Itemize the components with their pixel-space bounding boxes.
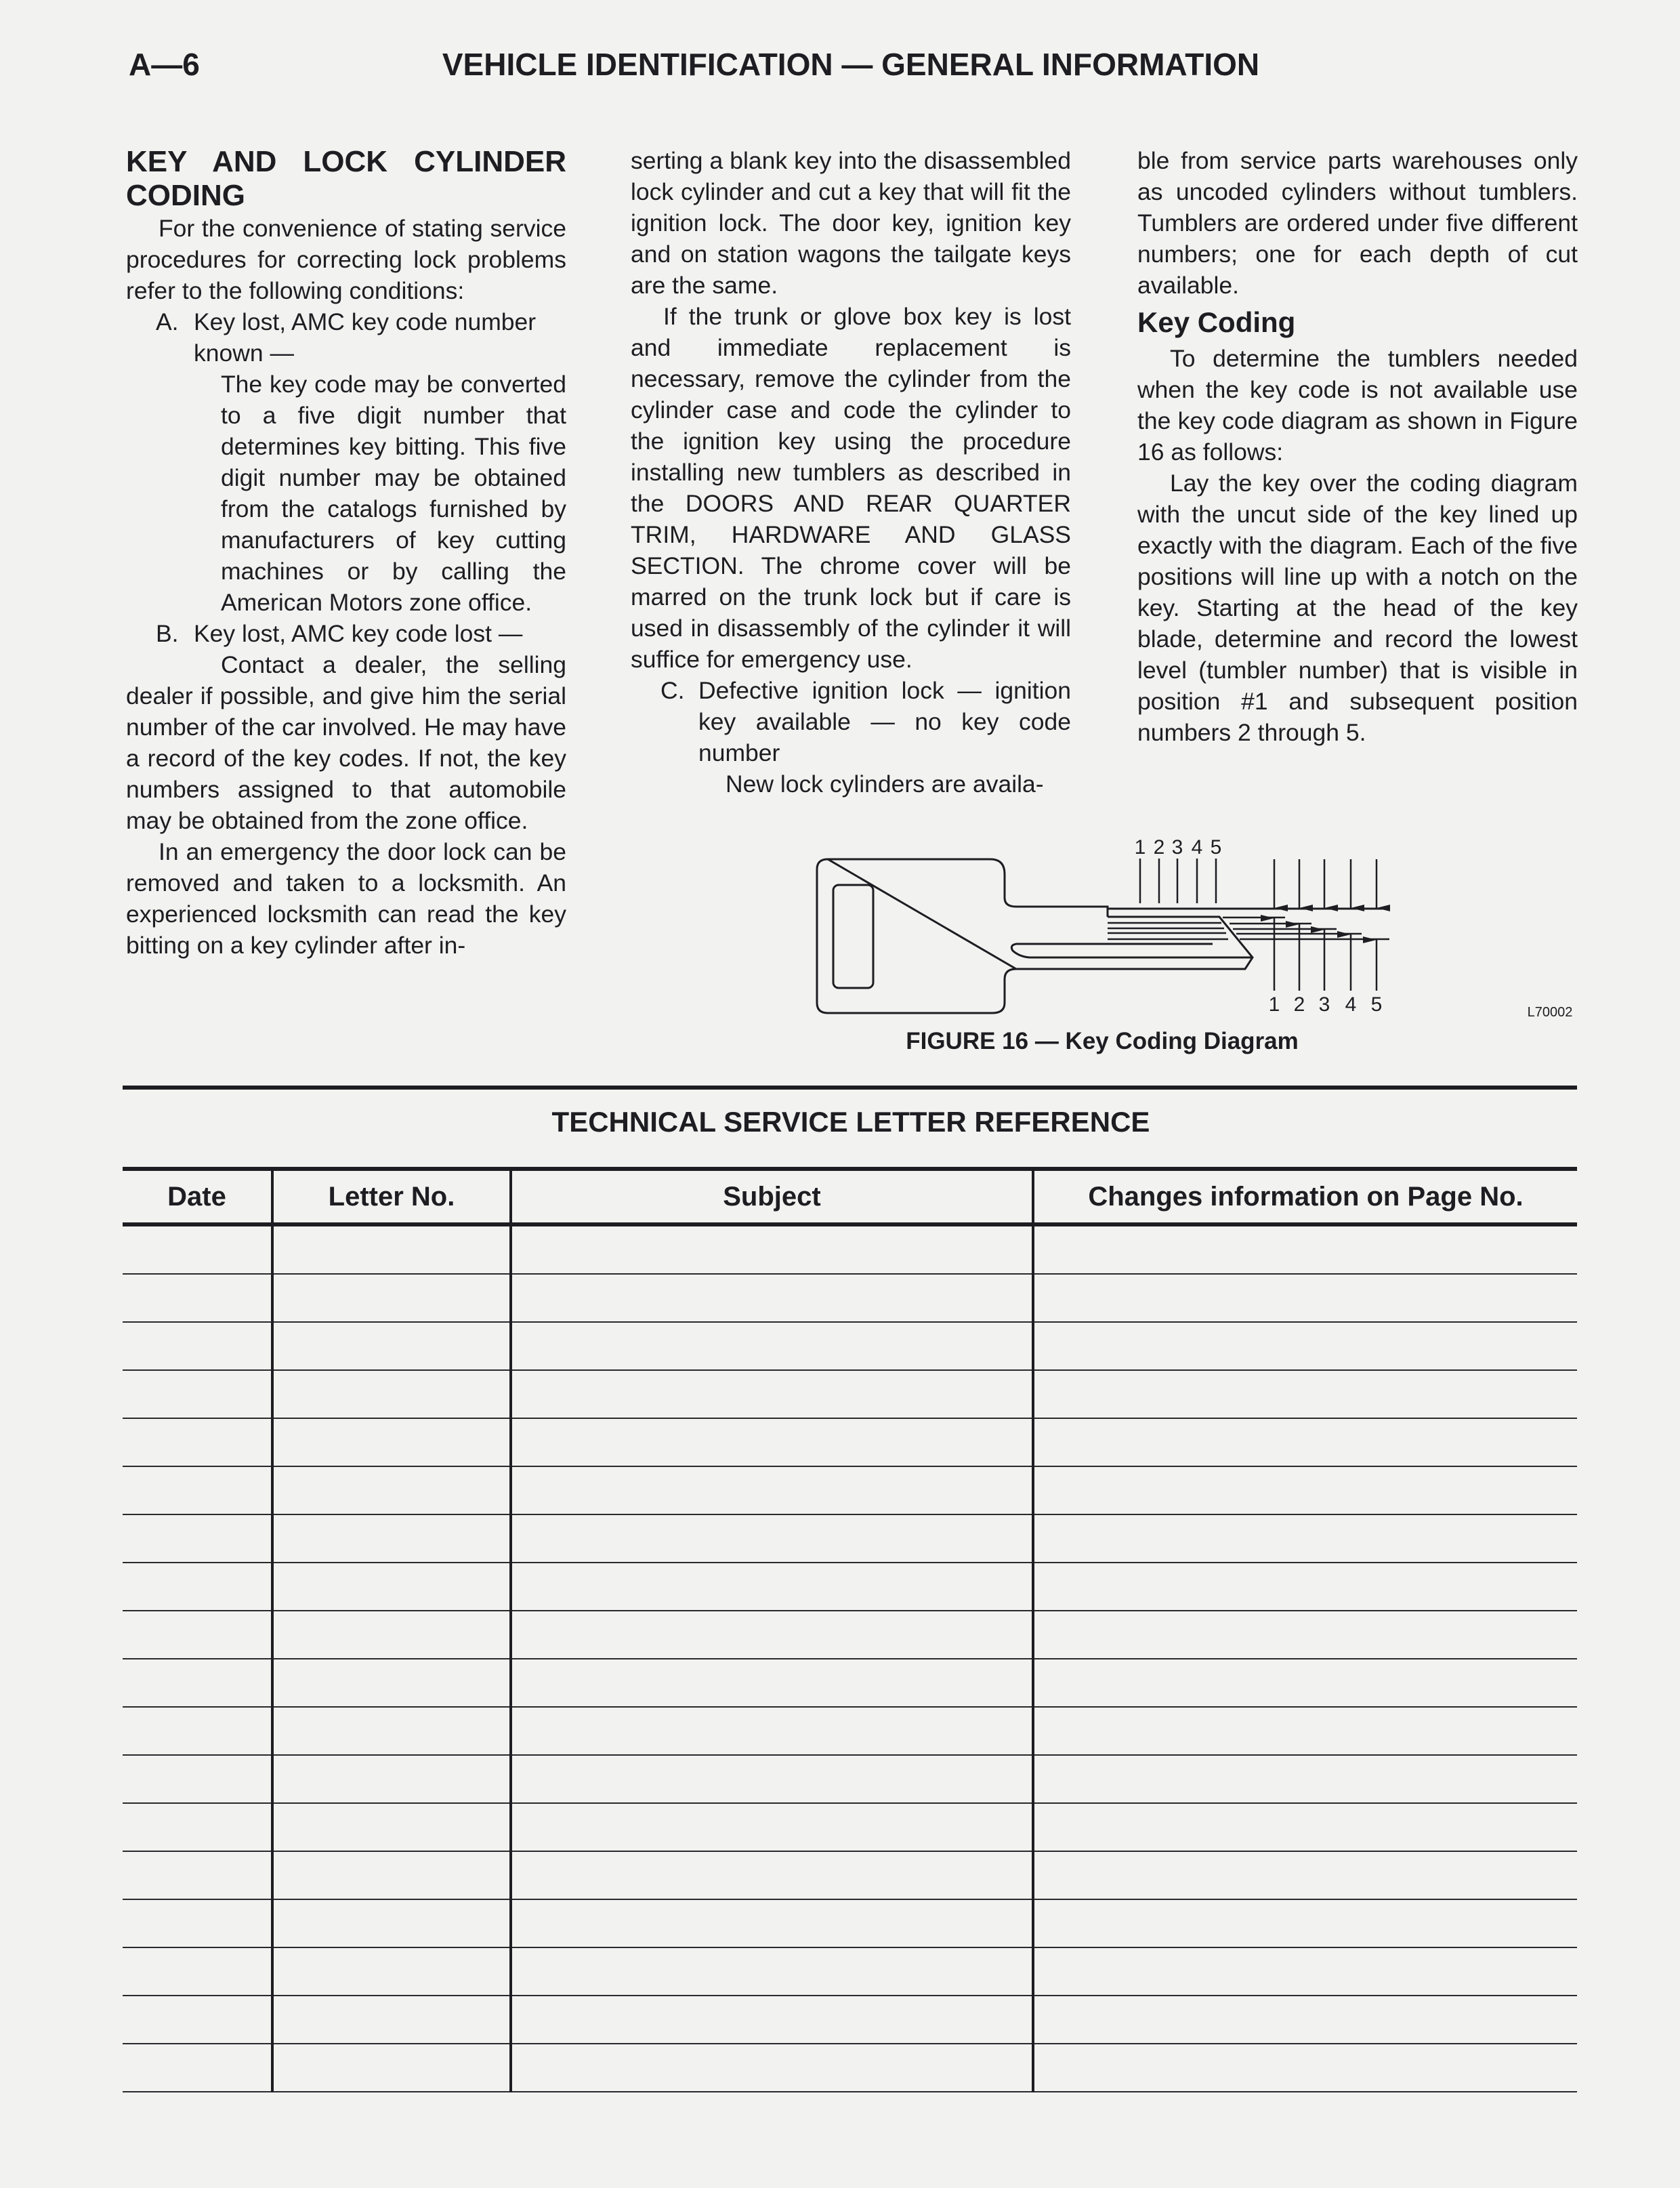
cell-date[interactable] <box>123 1707 272 1755</box>
cell-subject[interactable] <box>511 1370 1033 1418</box>
cell-page-no[interactable] <box>1033 1947 1577 1996</box>
cell-page-no[interactable] <box>1033 1418 1577 1466</box>
cell-page-no[interactable] <box>1033 1322 1577 1370</box>
key-bow-slot <box>833 885 873 988</box>
position-number: 3 <box>1171 836 1183 859</box>
tumbler-number: 4 <box>1345 993 1357 1016</box>
cell-letter-no[interactable] <box>272 1466 511 1514</box>
table-row <box>123 1466 1577 1514</box>
tumbler-levels <box>1223 917 1389 939</box>
cell-subject[interactable] <box>511 1466 1033 1514</box>
cell-letter-no[interactable] <box>272 1611 511 1659</box>
cell-date[interactable] <box>123 1370 272 1418</box>
cell-page-no[interactable] <box>1033 1514 1577 1563</box>
key-blade <box>1011 917 1253 969</box>
cell-date[interactable] <box>123 2044 272 2092</box>
item-body: Contact a dealer, the selling dealer if possible, and give him the serial number of the car involved. He may have a record of the key codes. If not, the key numbers assigned to that automobile may be obtained from the zone office. <box>126 651 566 834</box>
cell-date[interactable] <box>123 1563 272 1611</box>
cell-subject[interactable] <box>511 1224 1033 1274</box>
cell-date[interactable] <box>123 1851 272 1899</box>
cell-date[interactable] <box>123 1659 272 1707</box>
column-header-date: Date <box>123 1169 272 1224</box>
cell-date[interactable] <box>123 1514 272 1563</box>
cell-page-no[interactable] <box>1033 1370 1577 1418</box>
item-title: Key lost, AMC key code lost — <box>194 620 523 647</box>
cell-letter-no[interactable] <box>272 1851 511 1899</box>
paragraph: New lock cylinders are availa- <box>726 770 1044 798</box>
table-row <box>123 1224 1577 1274</box>
cell-date[interactable] <box>123 1996 272 2044</box>
cell-letter-no[interactable] <box>272 1514 511 1563</box>
down-arrows <box>1274 859 1377 908</box>
cell-subject[interactable] <box>511 1322 1033 1370</box>
table-row <box>123 2044 1577 2092</box>
table-row <box>123 1322 1577 1370</box>
table-row <box>123 1996 1577 2044</box>
cell-page-no[interactable] <box>1033 1466 1577 1514</box>
cell-subject[interactable] <box>511 1803 1033 1851</box>
cell-page-no[interactable] <box>1033 1899 1577 1947</box>
cell-subject[interactable] <box>511 1274 1033 1322</box>
position-number: 5 <box>1210 836 1222 859</box>
table-row <box>123 1563 1577 1611</box>
position-ticks <box>1140 859 1216 903</box>
cell-letter-no[interactable] <box>272 1322 511 1370</box>
intro-paragraph: For the convenience of stating service procedures for correcting lock problems refer to the following conditions: <box>126 215 566 304</box>
cell-subject[interactable] <box>511 1755 1033 1803</box>
tumbler-number: 5 <box>1370 993 1383 1016</box>
cell-letter-no[interactable] <box>272 1803 511 1851</box>
cell-letter-no[interactable] <box>272 1418 511 1466</box>
item-label: C. <box>660 677 685 704</box>
cell-page-no[interactable] <box>1033 1224 1577 1274</box>
table-row <box>123 1851 1577 1899</box>
paragraph: ble from service parts warehouses only as uncoded cylinders without tumblers. Tumblers are ordered under five different numbers; one for each depth of cut available. <box>1137 147 1578 299</box>
page-number: A—6 <box>129 47 200 82</box>
item-title: Defective ignition lock — ignition key available — no key code number <box>698 677 1071 766</box>
cell-page-no[interactable] <box>1033 1755 1577 1803</box>
cell-date[interactable] <box>123 1224 272 1274</box>
cell-date[interactable] <box>123 1803 272 1851</box>
paragraph: serting a blank key into the disassembled lock cylinder and cut a key that will fit the ignition lock. The door key, ignition key and on station wagons the tailgate keys are the same. <box>631 147 1071 299</box>
item-body: The key code may be converted to a five digit number that determines key bitting. This five digit number may be obtained from the catalogs furnished by manufacturers of key cutting machines or by calling the American Motors zone office. <box>221 371 566 616</box>
item-title: Key lost, AMC key code number known — <box>194 308 537 367</box>
section-heading: KEY AND LOCK CYLINDER CODING <box>126 145 566 212</box>
key-bow <box>817 859 1108 1013</box>
cell-letter-no[interactable] <box>272 1563 511 1611</box>
tumbler-number: 1 <box>1268 993 1280 1016</box>
cell-letter-no[interactable] <box>272 1224 511 1274</box>
tsl-title: TECHNICAL SERVICE LETTER REFERENCE <box>551 1106 1150 1138</box>
cell-letter-no[interactable] <box>272 1755 511 1803</box>
cell-subject[interactable] <box>511 1707 1033 1755</box>
cell-page-no[interactable] <box>1033 1803 1577 1851</box>
table-row <box>123 1659 1577 1707</box>
section-divider <box>123 1086 1577 1090</box>
cell-date[interactable] <box>123 1322 272 1370</box>
table-row <box>123 1803 1577 1851</box>
item-label: B. <box>156 620 179 647</box>
cell-subject[interactable] <box>511 1563 1033 1611</box>
cell-page-no[interactable] <box>1033 1563 1577 1611</box>
table-row <box>123 1947 1577 1996</box>
position-number: 4 <box>1191 836 1203 859</box>
item-label: A. <box>156 308 179 335</box>
table-row <box>123 1274 1577 1322</box>
paragraph: To determine the tumblers needed when the key code is not available use the key code diagram as shown in Figure 16 as follows: <box>1137 345 1578 466</box>
table-row <box>123 1514 1577 1563</box>
paragraph: Lay the key over the coding diagram with the uncut side of the key lined up exactly with the diagram. Each of the five positions will line up with a notch on the key. Starting at the head of the key blade, determine and record the lowest level (tumbler number) that is visible in position #1 and subsequent position numbers 2 through 5. <box>1137 470 1578 746</box>
table-row <box>123 1755 1577 1803</box>
column-header-page-no: Changes information on Page No. <box>1033 1169 1577 1224</box>
table-row <box>123 1899 1577 1947</box>
cell-letter-no[interactable] <box>272 1274 511 1322</box>
cell-subject[interactable] <box>511 1514 1033 1563</box>
cell-page-no[interactable] <box>1033 1996 1577 2044</box>
cell-date[interactable] <box>123 1755 272 1803</box>
cell-subject[interactable] <box>511 1659 1033 1707</box>
cell-subject[interactable] <box>511 1947 1033 1996</box>
cell-page-no[interactable] <box>1033 1851 1577 1899</box>
cell-subject[interactable] <box>511 1996 1033 2044</box>
cell-page-no[interactable] <box>1033 2044 1577 2092</box>
table-row <box>123 1611 1577 1659</box>
blade-depth-lines <box>1108 923 1228 939</box>
cell-subject[interactable] <box>511 1611 1033 1659</box>
emergency-paragraph: In an emergency the door lock can be removed and taken to a locksmith. An experienced locksmith can read the key bitting on a key cylinder after in- <box>126 838 566 959</box>
cell-date[interactable] <box>123 1899 272 1947</box>
cell-subject[interactable] <box>511 1418 1033 1466</box>
cell-letter-no[interactable] <box>272 1370 511 1418</box>
cell-page-no[interactable] <box>1033 1707 1577 1755</box>
paragraph: If the trunk or glove box key is lost and immediate replacement is necessary, remove the cylinder from the cylinder case and code the cylinder to the ignition key using the procedure installing new tumblers as described in the DOORS AND REAR QUARTER TRIM, HARDWARE AND GLASS SECTION. The chrome cover will be marred on the trunk lock but if care is used in disassembly of the cylinder it will suffice for emergency use. <box>631 303 1071 673</box>
cell-subject[interactable] <box>511 1899 1033 1947</box>
cell-letter-no[interactable] <box>272 1899 511 1947</box>
cell-letter-no[interactable] <box>272 1996 511 2044</box>
column-header-subject: Subject <box>511 1169 1033 1224</box>
page-title: VEHICLE IDENTIFICATION — GENERAL INFORMATION <box>442 47 1260 82</box>
position-number: 1 <box>1134 836 1146 859</box>
tumbler-number: 2 <box>1293 993 1305 1016</box>
cell-subject[interactable] <box>511 1851 1033 1899</box>
cell-date[interactable] <box>123 1611 272 1659</box>
cell-date[interactable] <box>123 1466 272 1514</box>
cell-page-no[interactable] <box>1033 1274 1577 1322</box>
cell-page-no[interactable] <box>1033 1659 1577 1707</box>
table-row <box>123 1707 1577 1755</box>
cell-date[interactable] <box>123 1418 272 1466</box>
table-row <box>123 1418 1577 1466</box>
cell-letter-no[interactable] <box>272 1947 511 1996</box>
cell-date[interactable] <box>123 1947 272 1996</box>
table-row <box>123 1370 1577 1418</box>
tumbler-number: 3 <box>1318 993 1330 1016</box>
column-header-letter-no: Letter No. <box>272 1169 511 1224</box>
cell-subject[interactable] <box>511 2044 1033 2092</box>
cell-letter-no[interactable] <box>272 1707 511 1755</box>
key-coding-heading: Key Coding <box>1137 306 1296 338</box>
cell-date[interactable] <box>123 1274 272 1322</box>
cell-letter-no[interactable] <box>272 2044 511 2092</box>
cell-letter-no[interactable] <box>272 1659 511 1707</box>
cell-page-no[interactable] <box>1033 1611 1577 1659</box>
figure-code: L70002 <box>1527 1005 1573 1020</box>
position-number: 2 <box>1153 836 1165 859</box>
figure-caption: FIGURE 16 — Key Coding Diagram <box>906 1028 1299 1054</box>
tsl-table <box>123 1167 1577 2092</box>
